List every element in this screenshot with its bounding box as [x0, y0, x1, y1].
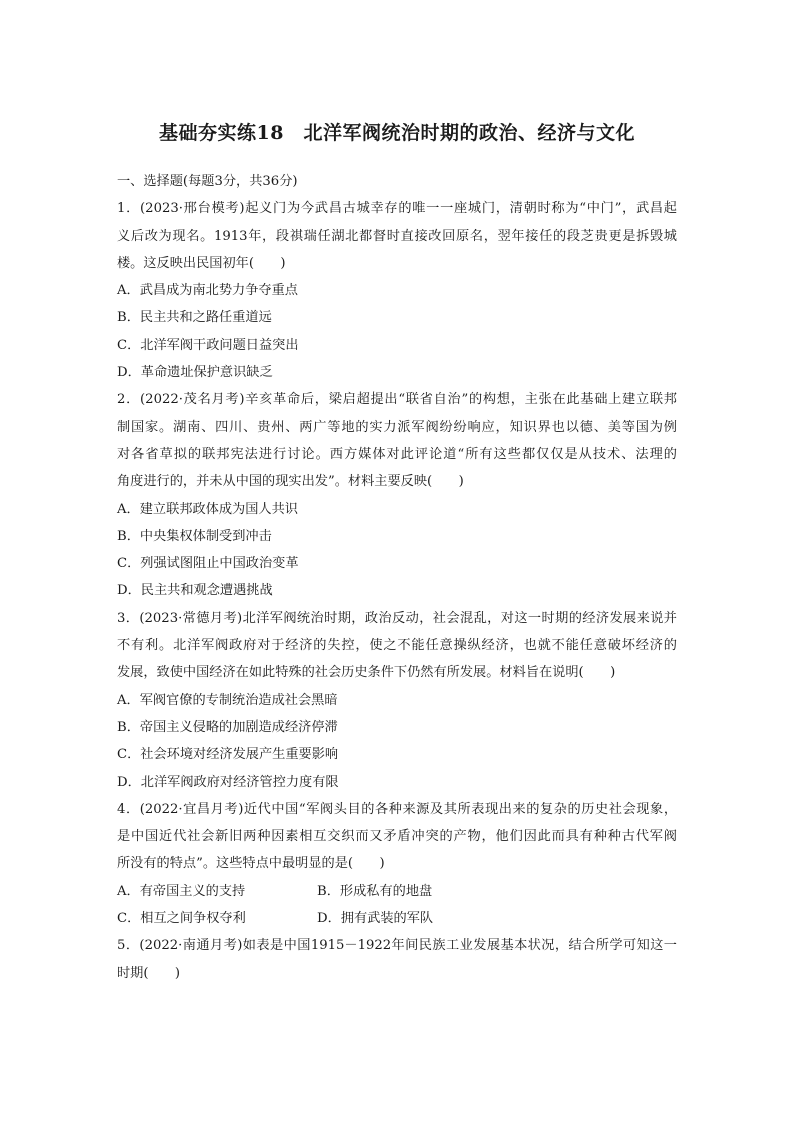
question-stem-line: 对各省草拟的联邦宪法进行讨论。西方媒体对此评论道“所有这些都仅仅是从技术、法理的: [117, 446, 677, 462]
question-3: [117, 605, 677, 796]
page-title: 基础夯实练18 北洋军阀统治时期的政治、经济与文化: [159, 122, 635, 144]
question-5: [117, 932, 677, 987]
option-c: C．相互之间争权夺利: [117, 911, 246, 927]
question-stem-line: 所没有的特点”。这些特点中最明显的是( ): [117, 856, 385, 872]
question-stem-line: 不有利。北洋军阀政府对于经济的失控，使之不能任意操纵经济，也就不能任意破坏经济的: [117, 638, 677, 654]
option-row: [117, 905, 677, 932]
option-d: D．北洋军阀政府对经济管控力度有限: [117, 774, 339, 790]
question-stem-line: 2．(2022·茂名月考)辛亥革命后，梁启超提出“联省自治”的构想，主张在此基础上建立联邦: [117, 392, 677, 408]
option-c: C．列强试图阻止中国政治变革: [117, 556, 299, 572]
question-1: [117, 195, 677, 386]
question-stem-line: 制国家。湖南、四川、贵州、两广等地的实力派军阀纷纷响应，知识界也以德、美等国为例: [117, 419, 677, 435]
question-stem-line: 3．(2023·常德月考)北洋军阀统治时期，政治反动，社会混乱，对这一时期的经济发展来说并: [117, 610, 677, 626]
question-stem-line: 1．(2023·邢台模考)起义门为今武昌古城幸存的唯一一座城门，清朝时称为“中门”，武昌起: [117, 201, 677, 217]
option-b: B．形成私有的地盘: [317, 883, 433, 899]
option-d: D．民主共和观念遭遇挑战: [117, 583, 273, 599]
question-stem-line: 是中国近代社会新旧两种因素相互交织而又矛盾冲突的产物，他们因此而具有种种古代军阀: [117, 829, 677, 845]
option-row: [117, 878, 677, 905]
option-b: B．中央集权体制受到冲击: [117, 528, 272, 544]
option-a: A．有帝国主义的支持: [117, 883, 246, 899]
option-b: B．帝国主义侵略的加剧造成经济停滞: [117, 719, 338, 735]
option-c: C．社会环境对经济发展产生重要影响: [117, 747, 339, 763]
question-2: [117, 386, 677, 604]
option-b: B．民主共和之路任重道远: [117, 310, 272, 326]
question-stem-line: 5．(2022·南通月考)如表是中国1915－1922年间民族工业发展基本状况，结合所学可知这一: [117, 938, 677, 954]
question-stem-line: 时期( ): [117, 965, 181, 981]
question-list: [117, 168, 677, 987]
option-a: A．武昌成为南北势力争夺重点: [117, 283, 298, 299]
question-stem-line: 义后改为现名。1913年，段祺瑞任湖北都督时直接改回原名，翌年接任的段芝贵更是拆毁城: [117, 228, 677, 244]
question-stem-line: 楼。这反映出民国初年( ): [117, 255, 286, 271]
option-d: D．拥有武装的军队: [317, 911, 434, 927]
question-stem-line: 4．(2022·宜昌月考)近代中国“军阀头目的各种来源及其所表现出来的复杂的历史社会现象，: [117, 801, 677, 817]
question-stem-line: 角度进行的，并未从中国的现实出发”。材料主要反映( ): [117, 474, 464, 490]
question-4: [117, 796, 677, 932]
question-stem-line: 发展，致使中国经济在如此特殊的社会历史条件下仍然有所发展。材料旨在说明( ): [117, 665, 616, 681]
option-d: D．革命遗址保护意识缺乏: [117, 365, 273, 381]
option-a: A．建立联邦政体成为国人共识: [117, 501, 298, 517]
option-a: A．军阀官僚的专制统治造成社会黑暗: [117, 692, 338, 708]
option-c: C．北洋军阀干政问题日益突出: [117, 337, 299, 353]
section-heading: 一、选择题(每题3分，共36分): [117, 174, 298, 189]
